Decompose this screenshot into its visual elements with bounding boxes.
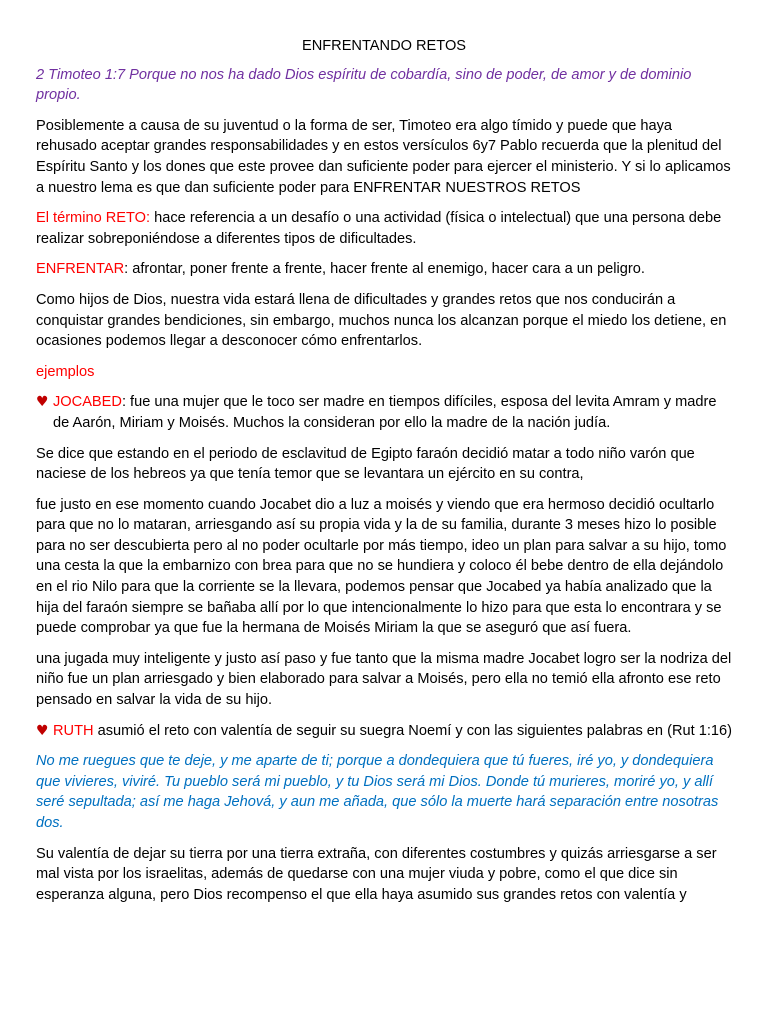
children-of-god-paragraph: Como hijos de Dios, nuestra vida estará llena de dificultades y grandes retos que nos conducirán a conquistar grandes bendiciones, sin embargo, muchos nunca los alcanzan porque el miedo los detiene, en ocasiones podemos llegar a desconocer cómo enfrentarlos. [36, 291, 727, 350]
egypt-paragraph: Se dice que estando en el periodo de esclavitud de Egipto faraón decidió matar a todo niño varón que naciese de los hebreos ya que tenía temor que se levantara un ejército en su contra, [36, 445, 695, 483]
ruth-text: asumió el reto con valentía de seguir su suegra Noemí y con las siguientes palabras en (Rut 1:16) [93, 722, 732, 739]
definition-reto [36, 208, 732, 249]
jocabed-bullet [36, 392, 732, 433]
valor-paragraph: Su valentía de dejar su tierra por una tierra extraña, con diferentes costumbres y quizás arriesgarse a ser mal vista por los israelitas, además de quedarse con una mujer viuda y pobre, como el que dice sin esperanza alguna, pero Dios recompenso el que ella haya asumido sus grandes retos con valentía y [36, 845, 717, 903]
examples-label: ejemplos [36, 363, 95, 380]
definition-reto-text: hace referencia a un desafío o una actividad (física o intelectual) que una persona debe realizar sobreponiéndose a diferentes tipos de dificultades. [36, 210, 722, 247]
jocabed-text: : fue una mujer que le toco ser madre en tiempos difíciles, esposa del levita Amram y madre de Aarón, Miriam y Moisés. Muchos la consideran por ello la madre de la nación judía. [53, 394, 717, 431]
definition-reto-term: El término RETO: [36, 210, 151, 227]
heart-bullet-icon: ♥ [36, 722, 49, 739]
definition-enfrentar [36, 259, 732, 280]
ruth-quote: No me ruegues que te deje, y me aparte de ti; porque a dondequiera que tú fueres, iré yo, y dondequiera que vivieres, viviré. Tu pueblo será mi pueblo, y tu Dios será mi Dios. Donde tú murieres, moriré yo, y allí seré sepultada; así me haga Jehová, y aun me añada, que sólo la muerte hará separación entre nosotras dos. [36, 753, 719, 831]
ruth-bullet [36, 721, 732, 742]
definition-enfrentar-text: : afrontar, poner frente a frente, hacer frente al enemigo, hacer cara a un peligro. [124, 261, 645, 278]
bible-verse: 2 Timoteo 1:7 Porque no nos ha dado Dios espíritu de cobardía, sino de poder, de amor y de dominio propio. [36, 66, 692, 104]
intro-paragraph: Posiblemente a causa de su juventud o la forma de ser, Timoteo era algo tímido y puede que haya rehusado aceptar grandes responsabilidades y en estos versículos 6y7 Pablo recuerda que la plenitud del Espíritu Santo y los dones que este provee dan suficiente poder para ejercer el ministerio. Y si lo aplicamos a nuestro lema es que dan suficiente poder para ENFRENTAR NUESTROS RETOS [36, 117, 731, 196]
ruth-name: RUTH [53, 722, 94, 739]
document-title: ENFRENTANDO RETOS [301, 38, 467, 54]
heart-bullet-icon: ♥ [36, 394, 49, 411]
clever-move-paragraph: una jugada muy inteligente y justo así paso y fue tanto que la misma madre Jocabet logro ser la nodriza del niño fue un plan arriesgado y bien elaborado para salvar a Moisés, pero ella no temió ella afronto ese reto pensado en salvar la vida de su hijo. [36, 650, 732, 709]
moses-birth-paragraph: fue justo en ese momento cuando Jocabet dio a luz a moisés y viendo que era hermoso decidió ocultarlo para que no lo mataran, arriesgando así su propia vida y la de su familia, durante 3 meses hizo lo posible para no ser descubierta pero al no poder ocultarle por más tiempo, ideo un plan para salvar a su hijo, tomo una cesta la que la embarnizo con brea para que no se hundiera y coloco él bebe dentro de ella dejándolo en el rio Nilo para que la corriente se la llevara, podemos pensar que Jocabed ya había analizado que la hija del faraón siempre se bañaba allí por lo que intencionalmente lo hizo para que esta lo encontrara y se puede comprobar ya que fue la hermana de Moisés Miriam la que se aseguró que así fuera. [36, 496, 727, 637]
definition-enfrentar-term: ENFRENTAR [36, 261, 125, 278]
jocabed-name: JOCABED [53, 394, 122, 411]
